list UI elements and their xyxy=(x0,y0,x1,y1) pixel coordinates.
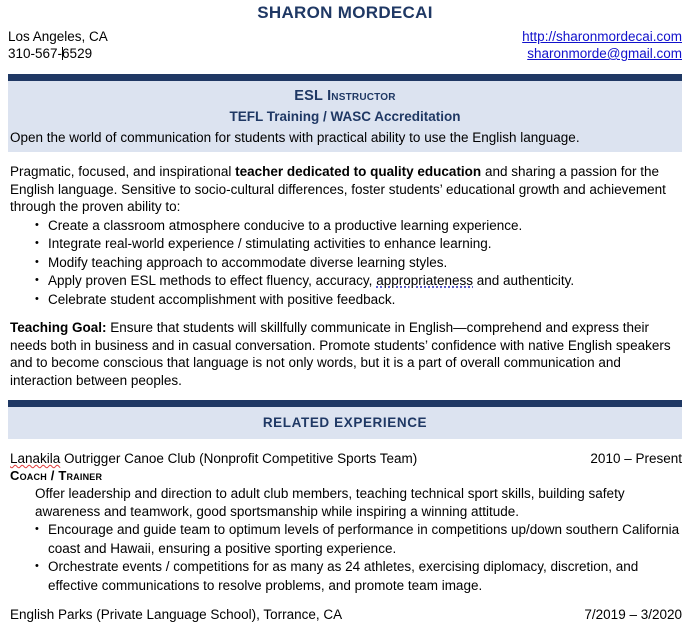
job-header-english-parks xyxy=(8,606,682,624)
list-item xyxy=(48,272,682,291)
section-heading-related-experience: RELATED EXPERIENCE xyxy=(262,415,428,430)
job-dates: 2010 – Present xyxy=(590,451,682,466)
profile-bullet-list xyxy=(8,217,682,310)
list-item: • Orchestrate events / competitions for as many as 24 athletes, exercising diplomacy, discretion, and effective communications to resolve problems, and promote team image. xyxy=(48,558,682,595)
title-banner-rule xyxy=(8,74,682,81)
list-item: • Encourage and guide team to optimum levels of performance in competitions up/down southern California coast and Hawaii, ensuring a positive sporting experience. xyxy=(48,521,682,558)
contact-right-column xyxy=(522,28,682,62)
bullet-esl-text-b: and authenticity. xyxy=(473,273,575,288)
grammar-flagged-word: appropriateness xyxy=(376,273,474,288)
job-organization-rest: Outrigger Canoe Club (Nonprofit Competitive Sports Team) xyxy=(60,451,418,466)
section-banner-rule xyxy=(8,400,682,407)
job-dates: 7/2019 – 3/2020 xyxy=(584,607,682,622)
phone-number xyxy=(8,45,92,62)
phone-part-before-caret: 310-567- xyxy=(8,46,63,61)
job-organization: English Parks (Private Language School), Torrance, CA xyxy=(10,607,343,622)
job-role-title: Coach / Trainer xyxy=(10,468,103,483)
list-item: • Create a classroom atmosphere conducive to a productive learning experience. xyxy=(48,217,682,236)
job-bullet-list xyxy=(8,521,682,595)
related-experience-banner xyxy=(8,400,682,439)
tagline-text: Open the world of communication for students with practical ability to use the English language. xyxy=(10,130,580,145)
profile-lead-bold: teacher dedicated to quality education xyxy=(235,164,482,179)
list-item: • Celebrate student accomplishment with positive feedback. xyxy=(48,291,682,310)
job-organization xyxy=(10,450,417,468)
teaching-goal-paragraph xyxy=(8,319,682,389)
teaching-goal-text: Ensure that students will skillfully communicate in English—comprehend and express their needs both in business and in casual conversation. Promote students’ confidence with native English speakers and to become conscious that language is not only words, but it is a part of overall communication and interaction between peoples. xyxy=(10,320,671,388)
contact-left-column xyxy=(8,28,108,62)
profile-lead-a: Pragmatic, focused, and inspirational xyxy=(10,164,236,179)
list-item: • Integrate real-world experience / stimulating activities to enhance learning. xyxy=(48,235,682,254)
spell-flagged-word: Lanakila xyxy=(10,451,61,466)
teaching-goal-label: Teaching Goal: xyxy=(10,320,107,335)
location-text: Los Angeles, CA xyxy=(8,29,108,44)
section-banner-body xyxy=(8,407,682,439)
title-banner xyxy=(8,74,682,152)
profile-paragraph xyxy=(8,163,682,216)
email-link[interactable]: sharonmorde@gmail.com xyxy=(527,46,682,61)
job-summary-text: Offer leadership and direction to adult club members, teaching technical sport skills, building safety awareness and teamwork, good sportsmanship while inspiring a winning attitude. xyxy=(35,486,625,519)
bullet-esl-text-a: Apply proven ESL methods to effect fluency, accuracy, xyxy=(48,273,377,288)
job-target-title: ESL Instructor xyxy=(294,88,396,104)
profile-lead-b: and sharing a passion for the English language. Sensitive to socio-cultural differences, foster students’ educational growth and achievement through the proven ability to: xyxy=(10,164,666,214)
list-item: • Modify teaching approach to accommodate diverse learning styles. xyxy=(48,254,682,273)
phone-part-after-caret: 6529 xyxy=(62,46,93,61)
website-link[interactable]: http://sharonmordecai.com xyxy=(522,29,682,44)
contact-block xyxy=(8,28,682,62)
credentials-line: TEFL Training / WASC Accreditation xyxy=(229,109,461,124)
job-header-lanakila xyxy=(8,450,682,468)
candidate-name: SHARON MORDECAI xyxy=(257,3,433,22)
title-banner-body xyxy=(8,81,682,152)
